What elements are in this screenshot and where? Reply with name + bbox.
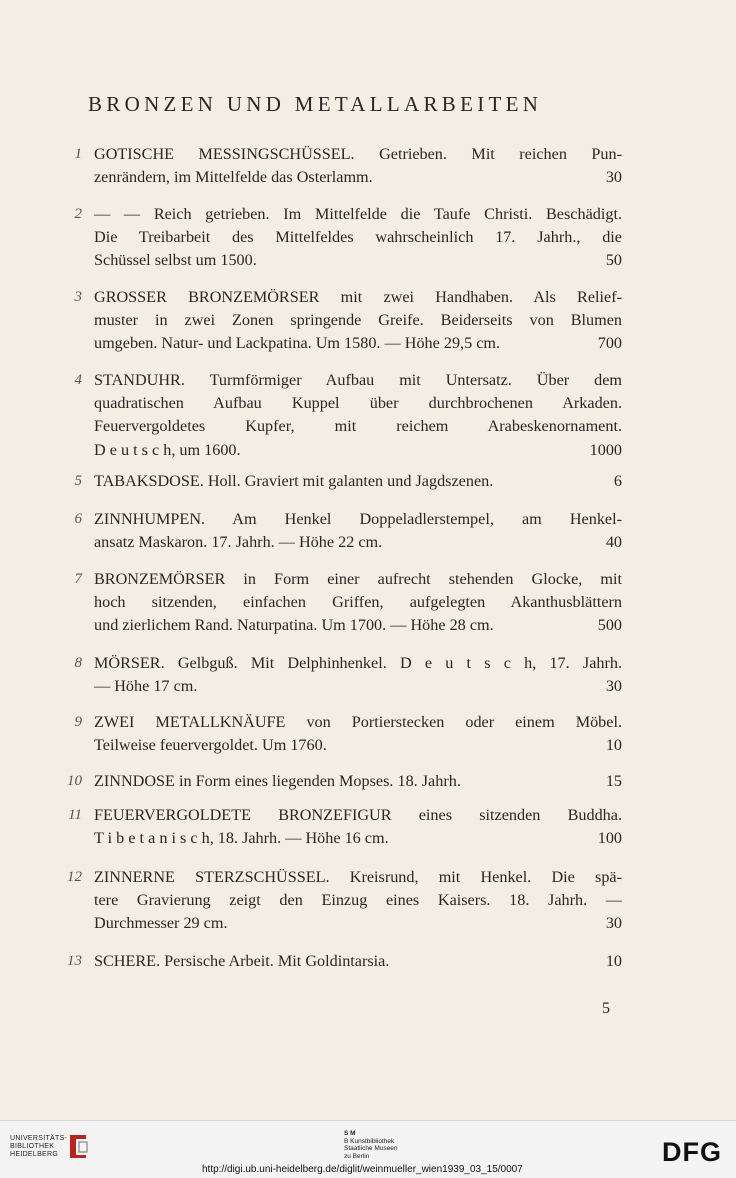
entry-text: T i b e t a n i s c h, 18. Jahrh. — Höhe 16 cm. (94, 829, 389, 848)
entry-number: 2 (74, 206, 82, 222)
entry-text: Schüssel selbst um 1500. (94, 251, 257, 270)
catalog-entry (56, 143, 622, 189)
entry-price: 700 (597, 334, 622, 353)
entry-text-line (94, 614, 622, 637)
entry-text: ZINNHUMPEN. Am Henkel Doppeladlerstempel, am Henkel- (94, 510, 622, 528)
entry-text: ansatz Maskaron. 17. Jahrh. — Höhe 22 cm. (94, 533, 383, 552)
entry-number: 1 (74, 146, 82, 162)
entry-text: D e u t s c h, um 1600. (94, 440, 241, 459)
entry-price: 10 (605, 952, 622, 970)
entry-price: 10 (605, 736, 622, 755)
entry-price: 1000 (589, 440, 622, 459)
page-number: 5 (602, 1000, 610, 1017)
entry-number: 5 (74, 473, 82, 489)
stamp-line: S M (344, 1130, 356, 1137)
entry-number: 4 (74, 372, 82, 388)
stamp-line: Staatliche Museen (344, 1145, 398, 1152)
entry-text-line (94, 734, 622, 757)
entry-text-line (94, 415, 622, 438)
entry-text-line (94, 249, 622, 272)
entry-text: FEUERVERGOLDETE BRONZEFIGUR eines sitzenden Buddha. (94, 806, 622, 824)
catalog-entry (56, 711, 622, 757)
entry-text: Die Treibarbeit des Mittelfeldes wahrscheinlich 17. Jahrh., die (94, 228, 622, 247)
library-line: BIBLIOTHEK (10, 1143, 55, 1150)
entry-text: umgeben. Natur- und Lackpatina. Um 1580. — Höhe 29,5 cm. (94, 334, 501, 353)
entry-text: hoch sitzenden, einfachen Griffen, aufgelegten Akanthusblättern (94, 593, 622, 612)
entry-text-line (94, 827, 622, 850)
entry-price: 30 (605, 168, 622, 187)
entry-text-line (94, 675, 622, 698)
museum-stamp (344, 1130, 397, 1160)
entry-text: SCHERE. Persische Arbeit. Mit Goldintarsia. (94, 952, 390, 970)
entry-text: — — Reich getrieben. Im Mittelfelde die Taufe Christi. Beschädigt. (94, 205, 622, 223)
entry-text: quadratischen Aufbau Kuppel über durchbrochenen Arkaden. (94, 394, 622, 413)
page-title: BRONZEN UND METALLARBEITEN (88, 92, 543, 116)
entry-number: 7 (74, 571, 82, 587)
library-name (10, 1135, 67, 1159)
entry-text: TABAKSDOSE. Holl. Graviert mit galanten und Jagdszenen. (94, 472, 494, 490)
entry-text: — Höhe 17 cm. (94, 677, 198, 696)
entry-price: 50 (605, 251, 622, 270)
entry-text-line (94, 166, 622, 189)
catalog-entry (56, 770, 622, 793)
entry-number: 10 (67, 773, 82, 789)
entry-text-line (94, 203, 622, 226)
entry-text-line (94, 286, 622, 309)
entry-number: 6 (74, 511, 82, 527)
entry-text: STANDUHR. Turmförmiger Aufbau mit Untersatz. Über dem (94, 371, 622, 389)
catalog-entry (56, 286, 622, 356)
entry-text: Teilweise feuervergoldet. Um 1760. (94, 736, 327, 755)
catalog-entry (56, 652, 622, 698)
catalog-entry (56, 866, 622, 936)
catalog-entry (56, 568, 622, 638)
entry-price: 100 (597, 829, 622, 848)
entry-price: 6 (613, 472, 622, 490)
entry-number: 3 (74, 289, 82, 305)
entry-price: 40 (605, 533, 622, 552)
entry-text-line (94, 470, 622, 493)
entry-text-line (94, 770, 622, 793)
library-logo-icon (66, 1133, 90, 1159)
entry-text: Feuervergoldetes Kupfer, mit reichem Arabeskenornament. (94, 417, 622, 436)
library-line: HEIDELBERG (10, 1151, 59, 1158)
entry-price: 30 (605, 677, 622, 696)
catalog-entry (56, 508, 622, 554)
permalink[interactable]: http://digi.ub.uni-heidelberg.de/diglit/weinmueller_wien1939_03_15/0007 (202, 1164, 523, 1175)
entry-text-line (94, 226, 622, 249)
entry-text-line (94, 392, 622, 415)
entry-number: 12 (67, 869, 82, 885)
entry-text-line (94, 711, 622, 734)
catalog-entry (56, 950, 622, 973)
entry-price: 30 (605, 914, 622, 933)
entry-text: und zierlichem Rand. Naturpatina. Um 1700. — Höhe 28 cm. (94, 616, 494, 635)
entry-text: GROSSER BRONZEMÖRSER mit zwei Handhaben. Als Relief- (94, 288, 622, 306)
entry-text: ZINNERNE STERZSCHÜSSEL. Kreisrund, mit Henkel. Die spä- (94, 868, 622, 886)
stamp-line: zu Berlin (344, 1152, 370, 1160)
entry-text-line (94, 950, 622, 973)
entry-text-line (94, 439, 622, 462)
entry-text-line (94, 369, 622, 392)
entry-text: muster in zwei Zonen springende Greife. Beiderseits von Blumen (94, 311, 622, 330)
stamp-line: B Kunstbibliothek (344, 1137, 395, 1145)
catalog-entry (56, 804, 622, 850)
entry-text: ZWEI METALLKNÄUFE von Portierstecken oder einem Möbel. (94, 713, 622, 731)
catalog-entry (56, 203, 622, 273)
entry-text-line (94, 866, 622, 889)
entry-text: BRONZEMÖRSER in Form einer aufrecht stehenden Glocke, mit (94, 570, 622, 588)
entry-text: Durchmesser 29 cm. (94, 914, 228, 933)
entry-text-line (94, 591, 622, 614)
entry-text-line (94, 652, 622, 675)
dfg-logo: DFG (662, 1137, 722, 1167)
entry-text-line (94, 889, 622, 912)
entry-price: 15 (605, 772, 622, 790)
entry-text-line (94, 804, 622, 827)
entry-text-line (94, 143, 622, 166)
entry-text-line (94, 309, 622, 332)
entry-text: ZINNDOSE in Form eines liegenden Mopses. 18. Jahrh. (94, 772, 461, 790)
entry-text-line (94, 568, 622, 591)
entry-text: GOTISCHE MESSINGSCHÜSSEL. Getrieben. Mit reichen Pun- (94, 145, 622, 163)
catalog-entry (56, 470, 622, 493)
library-line: UNIVERSITÄTS- (10, 1135, 68, 1142)
entry-text-line (94, 332, 622, 355)
entry-number: 9 (74, 714, 82, 730)
entry-number: 13 (67, 953, 82, 969)
entry-text: zenrändern, im Mittelfelde das Osterlamm. (94, 168, 373, 187)
entry-text: MÖRSER. Gelbguß. Mit Delphinhenkel. D e u t s c h, 17. Jahrh. (94, 654, 622, 672)
digitization-footer (0, 1120, 736, 1178)
entry-text: tere Gravierung zeigt den Einzug eines Kaisers. 18. Jahrh. — (94, 891, 622, 910)
entry-number: 11 (68, 807, 82, 823)
entry-price: 500 (597, 616, 622, 635)
entry-text-line (94, 912, 622, 935)
entry-text-line (94, 508, 622, 531)
entry-text-line (94, 531, 622, 554)
catalog-entry (56, 369, 622, 462)
entry-number: 8 (74, 655, 82, 671)
